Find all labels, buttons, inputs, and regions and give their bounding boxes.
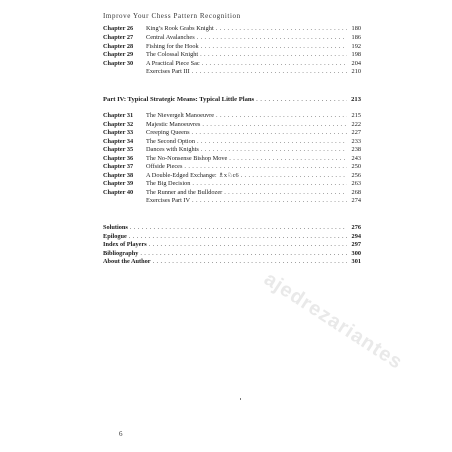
chapter-title: Creeping Queens . . . xyxy=(146,128,347,137)
page-number: 192 xyxy=(351,43,361,50)
chapter-number: Chapter 35 xyxy=(103,146,134,153)
page-number: 227 xyxy=(351,129,361,136)
page-number: 256 xyxy=(351,171,361,179)
chapter-title: King’s Rook Grabs Knight . . . xyxy=(146,24,347,33)
page-number: 250 xyxy=(351,163,361,170)
chapter-number: Chapter 28 xyxy=(103,43,134,50)
chapter-number: Chapter 32 xyxy=(103,120,134,128)
chapter-title: The No-Nonsense Bishop Move . . . xyxy=(146,154,347,163)
back-matter-entry xyxy=(103,257,361,266)
chapter-title: Offside Pieces . . . xyxy=(146,162,347,171)
chapter-number: Chapter 37 xyxy=(103,163,134,170)
page-number: 210 xyxy=(351,68,361,75)
page-number: 276 xyxy=(351,224,361,231)
page-number: 274 xyxy=(351,197,361,204)
chapter-number: Chapter 36 xyxy=(103,154,134,162)
page-number: 268 xyxy=(351,188,361,196)
chapter-title: A Double-Edged Exchange: ♗x♘c6 . . . xyxy=(146,171,347,180)
watermark: ajedrezariantes xyxy=(260,268,407,374)
chapter-number: Chapter 34 xyxy=(103,137,134,145)
chapter-title: Dances with Knights . . . xyxy=(146,145,347,154)
chapter-title: The Colossal Knight . . . xyxy=(146,50,347,59)
back-matter-title: About the Author . . . xyxy=(103,257,347,266)
page-number: 300 xyxy=(351,249,361,257)
chapter-title: A Practical Piece Sac . . . xyxy=(146,59,347,68)
back-matter-title: Solutions . . . xyxy=(103,223,347,232)
chapter-title: The Second Option . . . xyxy=(146,137,347,146)
running-head: Improve Your Chess Pattern Recognition xyxy=(103,12,241,20)
page-number: 186 xyxy=(351,34,361,41)
folio-page-number: 6 xyxy=(119,430,123,438)
back-matter-title: Epilogue . . . xyxy=(103,232,347,241)
chapter-title: Central Avalanches . . . xyxy=(146,33,347,42)
part-heading xyxy=(103,95,361,105)
chapter-number: Chapter 31 xyxy=(103,112,134,119)
page-number: 213 xyxy=(351,96,361,103)
chapter-number: Chapter 33 xyxy=(103,129,134,136)
page-number: 233 xyxy=(351,137,361,145)
print-speck xyxy=(240,398,241,400)
page-number: 198 xyxy=(351,51,361,58)
chapter-number: Chapter 40 xyxy=(103,188,134,196)
chapter-number: Chapter 38 xyxy=(103,171,134,179)
chapter-title: The Runner and the Bulldozer . . . xyxy=(146,188,347,197)
toc-entry xyxy=(103,33,361,42)
chapter-number: Chapter 27 xyxy=(103,34,134,41)
part-title: Part IV: Typical Strategic Means: Typical Little Plans . . . xyxy=(103,95,347,105)
chapter-number: Chapter 26 xyxy=(103,25,134,32)
exercises-title: Exercises Part IV . . . xyxy=(146,196,347,205)
page-number: 204 xyxy=(351,60,361,67)
chapter-number: Chapter 30 xyxy=(103,60,134,67)
chapter-title: Majestic Manoeuvres . . . xyxy=(146,120,347,129)
back-matter-title: Bibliography . . . xyxy=(103,249,347,258)
chapter-title: The Nievergelt Manoeuvre . . . xyxy=(146,111,347,120)
toc-entry xyxy=(103,67,361,76)
page-number: 294 xyxy=(351,232,361,240)
page-number: 238 xyxy=(351,146,361,153)
page-number: 222 xyxy=(351,120,361,128)
toc-entry xyxy=(103,50,361,59)
chapter-number: Chapter 29 xyxy=(103,51,134,58)
toc-entry xyxy=(103,196,361,205)
page-number: 263 xyxy=(351,180,361,187)
chapter-title: Fishing for the Hook . . . xyxy=(146,42,347,51)
exercises-title: Exercises Part III . . . xyxy=(146,67,347,76)
page-number: 180 xyxy=(351,25,361,32)
chapter-title: The Big Decision . . . xyxy=(146,179,347,188)
page-number: 301 xyxy=(351,258,361,265)
page-number: 243 xyxy=(351,154,361,162)
page-number: 297 xyxy=(351,241,361,248)
toc-entry xyxy=(103,24,361,33)
chapter-number: Chapter 39 xyxy=(103,180,134,187)
back-matter-title: Index of Players . . . xyxy=(103,240,347,249)
page-number: 215 xyxy=(351,112,361,119)
